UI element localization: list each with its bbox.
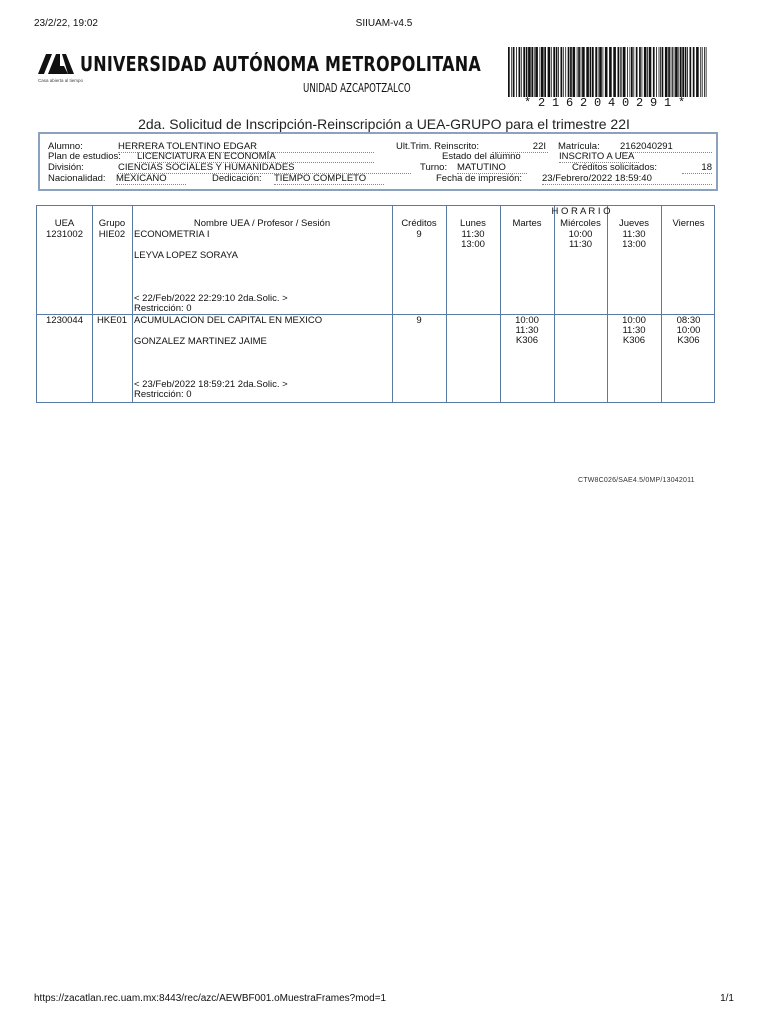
header-miercoles: Miércoles [560, 218, 601, 229]
row2-restriccion: Restricción: 0 [134, 389, 192, 400]
row1-grupo: HIE02 [98, 229, 126, 240]
division-value: CIENCIAS SOCIALES Y HUMANIDADES [118, 162, 411, 174]
nacionalidad-label: Nacionalidad: [48, 173, 106, 184]
barcode-icon [508, 47, 708, 97]
row1-lunes-1: 11:30 [461, 229, 485, 240]
row2-viernes-2: 10:00 [676, 325, 701, 336]
logo-tagline: Casa abierta al tiempo [38, 78, 84, 83]
barcode-text: *2162040291* [523, 96, 692, 110]
header-viernes: Viernes [672, 218, 705, 229]
header-martes: Martes [512, 218, 542, 229]
print-page-number: 1/1 [720, 993, 734, 1004]
header-grupo: Grupo [98, 218, 126, 229]
row2-viernes-3: K306 [677, 335, 700, 346]
row1-uea: 1231002 [46, 229, 83, 240]
header-lunes: Lunes [460, 218, 486, 229]
ult-trim-label: Ult.Trim. Reinscrito: [396, 141, 480, 152]
row2-creditos: 9 [416, 315, 422, 326]
division-label: División: [48, 162, 84, 173]
header-jueves: Jueves [618, 218, 650, 229]
print-page-title: SIIUAM-v4.5 [355, 18, 413, 29]
col-divider [500, 206, 501, 402]
row2-martes-2: 11:30 [515, 325, 539, 336]
estado-value: INSCRITO A UEA [559, 151, 639, 163]
row2-jueves-3: K306 [622, 335, 646, 346]
dedicacion-value: TIEMPO COMPLETO [274, 173, 384, 185]
schedule-table [36, 205, 715, 403]
nacionalidad-value: MEXICANO [116, 173, 186, 185]
col-divider [661, 206, 662, 402]
row2-jueves-2: 11:30 [622, 325, 646, 336]
row2-martes-1: 10:00 [515, 315, 539, 326]
row1-jueves-2: 13:00 [622, 239, 646, 250]
matricula-value: 2162040291 [620, 141, 712, 153]
print-timestamp: 23/2/22, 19:02 [34, 18, 98, 29]
document-title: 2da. Solicitud de Inscripción-Reinscripción a UEA-GRUPO para el trimestre 22I [138, 116, 630, 132]
plan-label: Plan de estudios: [48, 151, 121, 162]
university-name: UNIVERSIDAD AUTÓNOMA METROPOLITANA [80, 52, 481, 76]
alumno-value: HERRERA TOLENTINO EDGAR [118, 141, 374, 153]
fecha-label: Fecha de impresión: [436, 173, 523, 184]
turno-label: Turno: [420, 162, 448, 173]
student-info-box [38, 132, 718, 191]
plan-value: LICENCIATURA EN ECONOMÍA [137, 151, 374, 163]
system-footer-code: CTW8C026/SAE4.5/0MP/13042011 [578, 477, 695, 484]
ult-trim-value: 22I [492, 141, 548, 153]
row1-lunes-2: 13:00 [461, 239, 485, 250]
matricula-label: Matrícula: [558, 141, 600, 152]
creditos-value: 18 [682, 162, 712, 174]
fecha-value: 23/Febrero/2022 18:59:40 [542, 173, 712, 185]
header-nombre: Nombre UEA / Profesor / Sesión [193, 218, 331, 229]
row2-uea: 1230044 [46, 315, 83, 326]
alumno-label: Alumno: [48, 141, 83, 152]
dedicacion-label: Dedicación: [212, 173, 262, 184]
university-logo [38, 52, 518, 112]
uam-logo-icon [38, 52, 78, 76]
row2-profesor: GONZALEZ MARTINEZ JAIME [134, 336, 267, 347]
turno-value: MATUTINO [457, 162, 527, 174]
row2-martes-3: K306 [515, 335, 539, 346]
row2-solicitud: < 23/Feb/2022 18:59:21 2da.Solic. > [134, 379, 288, 390]
row2-grupo: HKE01 [96, 315, 128, 326]
print-url: https://zacatlan.rec.uam.mx:8443/rec/azc/AEWBF001.oMuestraFrames?mod=1 [34, 993, 387, 1004]
row1-creditos: 9 [416, 229, 422, 240]
row2-nombre: ACUMULACION DEL CAPITAL EN MEXICO [134, 315, 323, 326]
row1-solicitud: < 22/Feb/2022 22:29:10 2da.Solic. > [134, 293, 288, 304]
col-divider [132, 206, 133, 402]
unit-name: UNIDAD AZCAPOTZALCO [303, 81, 411, 95]
creditos-label: Créditos solicitados: [572, 162, 658, 173]
horario-label: H O R A R I O [551, 206, 611, 217]
row1-miercoles-2: 11:30 [568, 239, 593, 250]
header-creditos: Créditos [401, 218, 437, 229]
estado-label: Estado del alumno [442, 151, 521, 162]
row1-jueves-1: 11:30 [622, 229, 646, 240]
row2-jueves-1: 10:00 [622, 315, 646, 326]
header-uea: UEA [54, 218, 75, 229]
row1-nombre: ECONOMETRIA I [134, 229, 210, 240]
row1-profesor: LEYVA LOPEZ SORAYA [134, 250, 239, 261]
row1-miercoles-1: 10:00 [568, 229, 593, 240]
row2-viernes-1: 08:30 [676, 315, 701, 326]
row1-restriccion: Restricción: 0 [134, 303, 192, 314]
